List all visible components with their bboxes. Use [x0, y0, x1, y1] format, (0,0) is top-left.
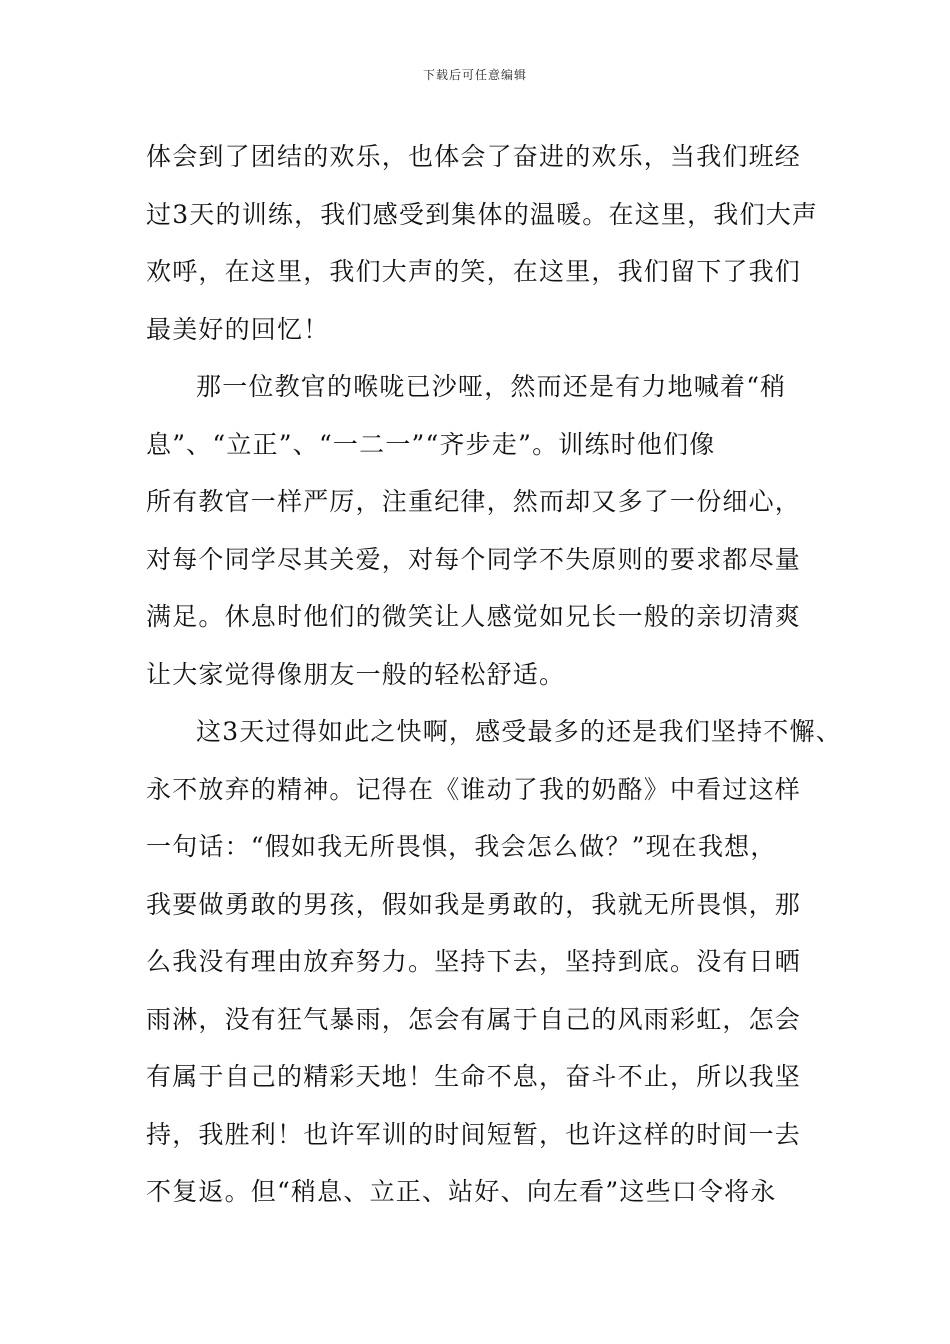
paragraph-first-line: 这3天过得如此之快啊，感受最多的还是我们坚持不懈、 [196, 717, 842, 746]
text-line: 让大家觉得像朋友一般的轻松舒适。 [146, 659, 566, 689]
text-line: 我要做勇敢的男孩，假如我是勇敢的，我就无所畏惧，那 [146, 889, 802, 919]
page-header: 下载后可任意编辑 [422, 68, 527, 82]
text-line: 雨淋，没有狂气暴雨，怎会有属于自己的风雨彩虹，怎会 [146, 1004, 802, 1034]
text-line: 持，我胜利！也许军训的时间短暂，也许这样的时间一去 [146, 1119, 802, 1149]
paragraph-first-line: 那一位教官的喉咙已沙哑，然而还是有力地喊着“稍 [196, 372, 787, 401]
text-line: 过3天的训练，我们感受到集体的温暖。在这里，我们大声 [146, 199, 819, 229]
text-line: 不复返。但“稍息、立正、站好、向左看”这些口令将永 [146, 1177, 777, 1206]
text-line: 体会到了团结的欢乐，也体会了奋进的欢乐，当我们班经 [146, 142, 802, 171]
text-line: 有属于自己的精彩天地！生命不息，奋斗不止，所以我坚 [146, 1062, 802, 1091]
text-line: 满足。休息时他们的微笑让人感觉如兄长一般的亲切清爽 [146, 602, 802, 631]
text-line: 么我没有理由放弃努力。坚持下去，坚持到底。没有日晒 [146, 947, 802, 976]
text-line: 所有教官一样严厉，注重纪律，然而却又多了一份细心， [146, 487, 802, 516]
text-line: 对每个同学尽其关爱，对每个同学不失原则的要求都尽量 [146, 544, 802, 574]
text-line: 欢呼，在这里，我们大声的笑，在这里，我们留下了我们 [146, 257, 802, 286]
text-line: 最美好的回忆！ [146, 314, 330, 344]
text-line: 息”、“立正”、“一二一”“齐步走”。训练时他们像 [146, 429, 716, 459]
text-line: 永不放弃的精神。记得在《谁动了我的奶酪》中看过这样 [146, 774, 802, 804]
text-line: 一句话：“假如我无所畏惧，我会怎么做？”现在我想， [146, 832, 777, 861]
document-body [146, 128, 842, 1221]
